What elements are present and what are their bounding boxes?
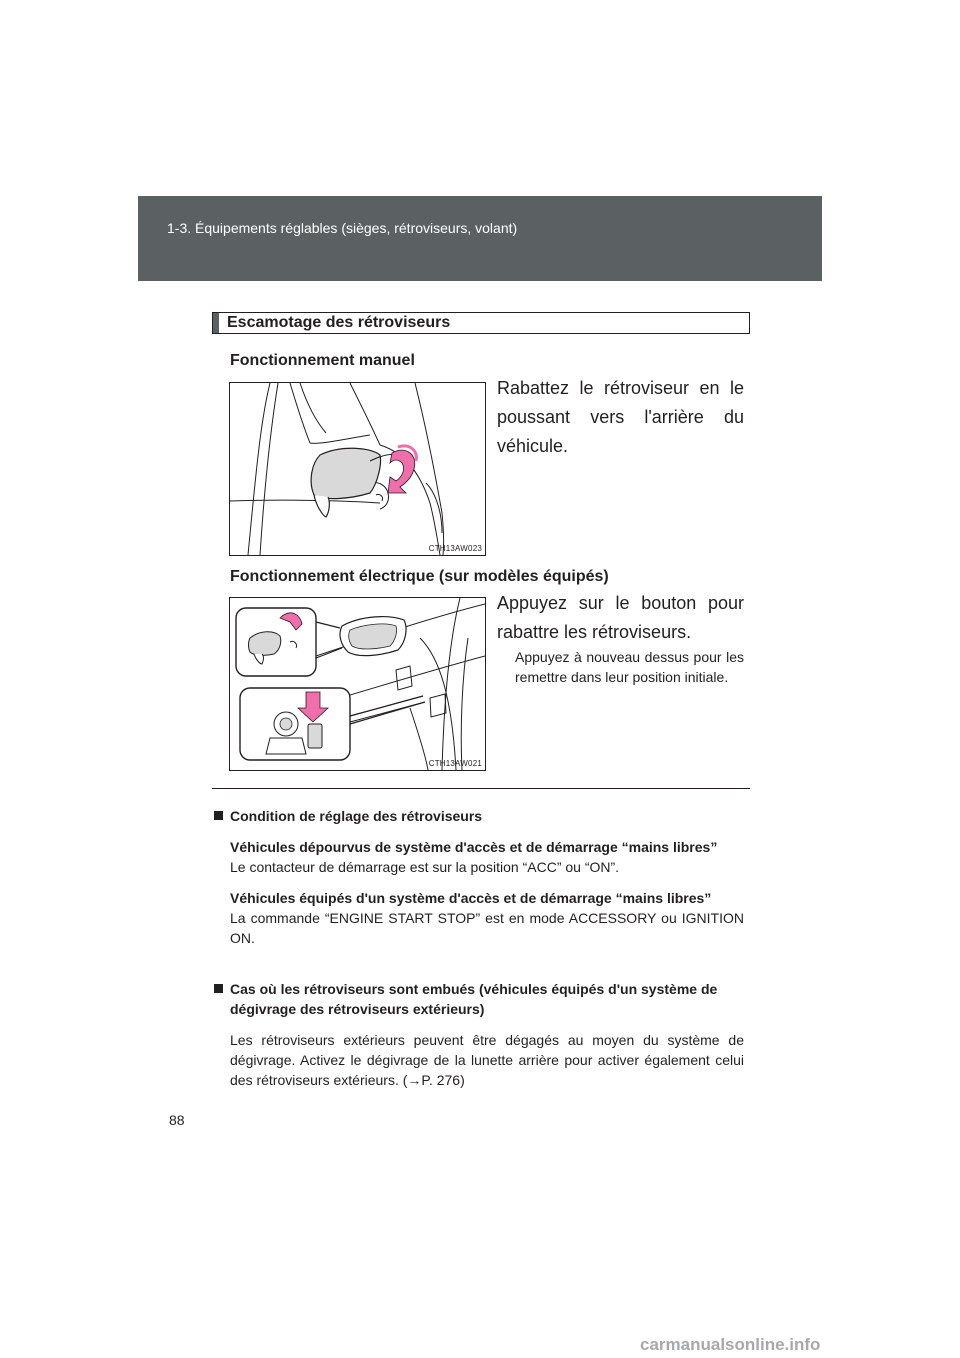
square-bullet-icon [214, 984, 223, 993]
section-divider [212, 788, 750, 789]
electric-fold-figure [229, 597, 486, 771]
square-bullet-icon [214, 811, 223, 820]
page-number: 88 [169, 1112, 185, 1128]
electric-instruction: Appuyez sur le bouton pour rabattre les rétroviseurs. [497, 593, 744, 642]
section-title-marker [213, 313, 219, 333]
electric-subinstruction: Appuyez à nouveau dessus pour les remettre dans leur position initiale. [515, 649, 744, 685]
electric-heading: Fonctionnement électrique (sur modèles équipés) [230, 568, 609, 585]
watermark: carmanualsonline.info [640, 1335, 821, 1354]
note-text: Les rétroviseurs extérieurs peuvent être dégagés au moyen du système de dégivrage. Activez le dégivrage de la lunette arrière pour activer également celui des rétroviseurs extérieurs. (→P. 276) [230, 1032, 744, 1088]
manual-fold-figure [229, 382, 486, 556]
manual-mirror-illustration [230, 383, 485, 555]
note-fogged-mirrors [214, 979, 744, 1090]
breadcrumb: 1-3. Équipements réglables (sièges, rétroviseurs, volant) [167, 220, 518, 236]
manual-instruction: Rabattez le rétroviseur en le poussant vers l'arrière du véhicule. [497, 378, 744, 456]
note-adjustment-condition [214, 806, 744, 948]
section-title: Escamotage des rétroviseurs [227, 314, 451, 331]
chapter-header-band [138, 196, 822, 281]
electric-mirror-illustration [230, 598, 485, 770]
condition-label: Véhicules équipés d'un système d'accès et de démarrage “mains libres” [230, 890, 712, 906]
note-heading: Cas où les rétroviseurs sont embués (véhicules équipés d'un système de dégivrage des rétroviseurs extérieurs) [214, 979, 744, 1019]
condition-text: La commande “ENGINE START STOP” est en mode ACCESSORY ou IGNITION ON. [230, 910, 744, 946]
condition-label: Véhicules dépourvus de système d'accès et de démarrage “mains libres” [230, 839, 718, 855]
condition-text: Le contacteur de démarrage est sur la position “ACC” ou “ON”. [230, 859, 620, 875]
figure-code: CTH13AW023 [428, 544, 482, 553]
manual-heading: Fonctionnement manuel [230, 352, 415, 369]
section-title-box [212, 312, 750, 334]
figure-code: CTH13AW021 [428, 759, 482, 768]
note-heading: Condition de réglage des rétroviseurs [214, 806, 744, 826]
